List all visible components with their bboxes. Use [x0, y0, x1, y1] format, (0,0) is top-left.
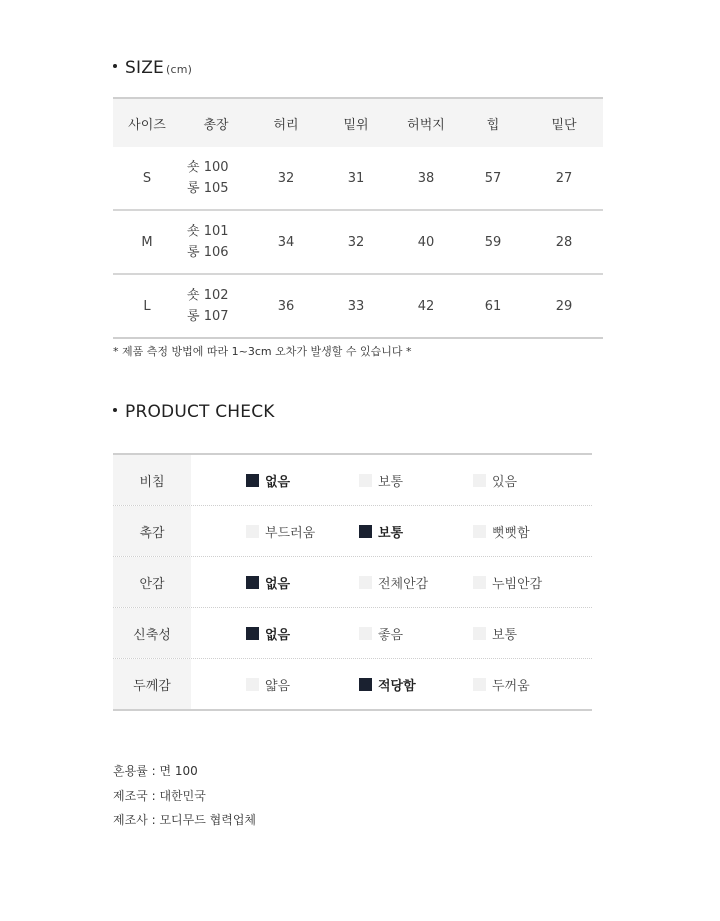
cell-hem: 29: [525, 274, 603, 338]
cell-length: 숏 101 롱 106: [181, 210, 251, 274]
check-option: [473, 573, 542, 592]
cell-size: L: [113, 274, 181, 338]
check-option-label: 뻣뻣함: [492, 525, 530, 541]
cell-length: 숏 102 롱 107: [181, 274, 251, 338]
check-option: [473, 522, 530, 541]
check-option: [359, 624, 403, 643]
header-waist: 허리: [251, 98, 321, 147]
check-option-label: 전체안감: [378, 576, 429, 592]
check-row: [113, 608, 592, 659]
check-option-label: 얇음: [265, 678, 291, 694]
unchecked-box-icon: [359, 474, 372, 487]
unchecked-box-icon: [473, 525, 486, 538]
check-row: [113, 659, 592, 709]
header-hip: 힙: [461, 98, 525, 147]
cell-hip: 57: [461, 147, 525, 210]
checked-box-icon: [246, 474, 259, 487]
bullet-icon: [113, 64, 117, 68]
header-length: 총장: [181, 98, 251, 147]
check-option-label: 누빔안감: [492, 576, 543, 592]
check-option: [246, 471, 290, 490]
check-row-label: 촉감: [113, 506, 191, 556]
cell-thigh: 38: [391, 147, 461, 210]
bullet-icon: [113, 408, 117, 412]
check-option-label: 적당함: [378, 678, 416, 694]
check-row-label: 안감: [113, 557, 191, 607]
spec-maker: 제조사 : 모디무드 협력업체: [113, 813, 256, 827]
checked-box-icon: [359, 525, 372, 538]
checked-box-icon: [246, 576, 259, 589]
cell-size: S: [113, 147, 181, 210]
cell-rise: 31: [321, 147, 391, 210]
table-row: [113, 274, 603, 338]
check-option: [246, 522, 315, 541]
check-option-label: 보통: [378, 525, 404, 541]
table-row: [113, 210, 603, 274]
check-row: [113, 455, 592, 506]
checked-box-icon: [359, 678, 372, 691]
check-option-label: 있음: [492, 474, 518, 490]
check-row-label: 두께감: [113, 659, 191, 709]
check-row: [113, 557, 592, 608]
check-option-label: 없음: [265, 576, 291, 592]
size-table-header: [113, 98, 603, 147]
check-option: [359, 675, 416, 694]
cell-hem: 27: [525, 147, 603, 210]
check-option: [246, 624, 290, 643]
cell-hip: 59: [461, 210, 525, 274]
cell-rise: 32: [321, 210, 391, 274]
check-option-label: 없음: [265, 474, 291, 490]
cell-thigh: 40: [391, 210, 461, 274]
cell-waist: 36: [251, 274, 321, 338]
checked-box-icon: [246, 627, 259, 640]
check-option: [246, 573, 290, 592]
check-option-label: 보통: [378, 474, 404, 490]
size-table: [113, 97, 603, 339]
unchecked-box-icon: [473, 627, 486, 640]
check-option-label: 부드러움: [265, 525, 316, 541]
size-unit: (cm): [166, 63, 193, 76]
cell-rise: 33: [321, 274, 391, 338]
cell-length: 숏 100 롱 105: [181, 147, 251, 210]
check-option: [473, 471, 517, 490]
cell-size: M: [113, 210, 181, 274]
unchecked-box-icon: [246, 525, 259, 538]
header-size: 사이즈: [113, 98, 181, 147]
cell-hip: 61: [461, 274, 525, 338]
unchecked-box-icon: [473, 576, 486, 589]
spec-material: 혼용률 : 면 100: [113, 764, 198, 778]
header-rise: 밑위: [321, 98, 391, 147]
check-option: [246, 675, 290, 694]
unchecked-box-icon: [246, 678, 259, 691]
header-thigh: 허벅지: [391, 98, 461, 147]
check-option: [359, 471, 403, 490]
product-check-table: [113, 453, 592, 711]
size-section-title: SIZE (cm): [113, 58, 192, 78]
check-row-label: 비침: [113, 455, 191, 505]
cell-thigh: 42: [391, 274, 461, 338]
unchecked-box-icon: [359, 576, 372, 589]
check-option-label: 보통: [492, 627, 518, 643]
check-option: [359, 573, 428, 592]
check-option: [473, 624, 517, 643]
cell-waist: 32: [251, 147, 321, 210]
check-option: [473, 675, 530, 694]
check-option-label: 두꺼움: [492, 678, 530, 694]
check-option-label: 좋음: [378, 627, 404, 643]
unchecked-box-icon: [359, 627, 372, 640]
spec-origin: 제조국 : 대한민국: [113, 789, 206, 803]
cell-waist: 34: [251, 210, 321, 274]
check-option-label: 없음: [265, 627, 291, 643]
header-hem: 밑단: [525, 98, 603, 147]
check-option: [359, 522, 403, 541]
unchecked-box-icon: [473, 678, 486, 691]
unchecked-box-icon: [473, 474, 486, 487]
size-note: * 제품 측정 방법에 따라 1~3cm 오차가 발생할 수 있습니다 *: [113, 345, 412, 358]
product-check-title: PRODUCT CHECK: [113, 402, 275, 422]
table-row: [113, 147, 603, 210]
cell-hem: 28: [525, 210, 603, 274]
check-row: [113, 506, 592, 557]
check-row-label: 신축성: [113, 608, 191, 658]
